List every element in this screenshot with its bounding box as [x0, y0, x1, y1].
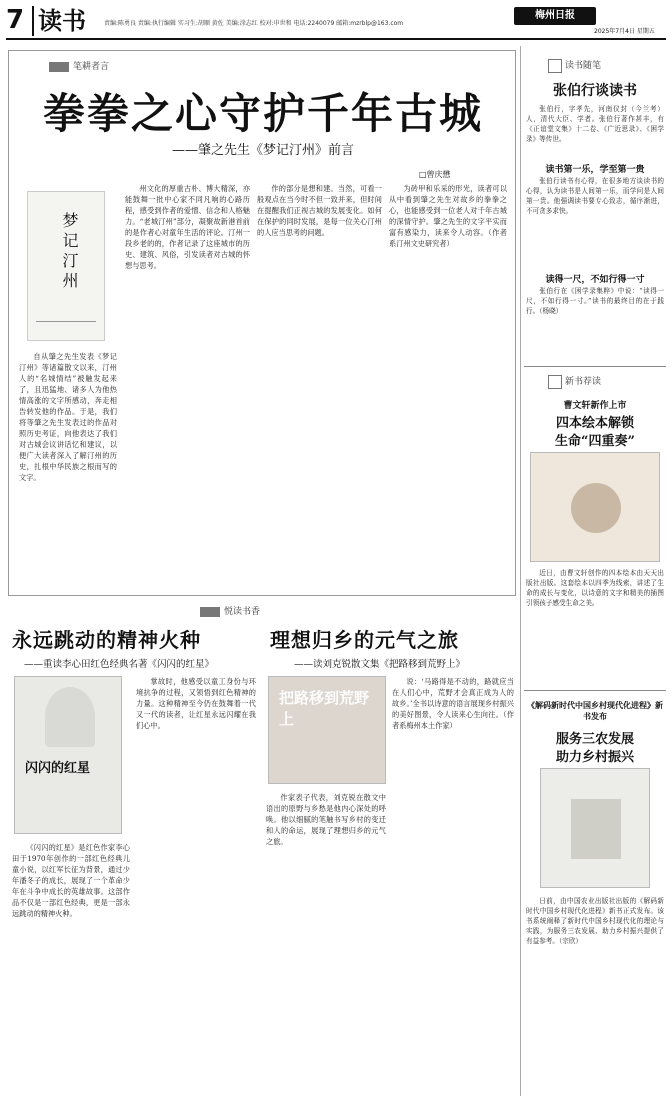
sidebar-subtitle-1: 读书第一乐，学至第一贵	[545, 165, 645, 175]
tag-label: 读书随笔	[565, 61, 602, 71]
paragraph: 近日，由曹文轩创作的四本绘本由天天出版社出版。这套绘本以四季为线索，讲述了生命的成长与变化，以诗意的文字和精美的插图引领孩子感受生命之美。	[526, 569, 664, 607]
book-icon	[548, 59, 562, 73]
column-divider	[520, 46, 521, 1096]
right-article-column-2	[392, 676, 514, 1092]
paragraph: 《闪闪的红星》是红色作家李心田于1970年创作的一部红色经典儿童小说，以红军长征为背景，通过少年潘冬子的成长，展现了一个革命少年在斗争中成长的英雄故事。这部作品不仅是一部红色经典，更是一部永远跳动的精神火种。	[12, 843, 130, 918]
paragraph: 张伯行在《困学录集粹》中说：“读得一尺，不如行得一寸。”读书的最终目的在于践行。（杨晓）	[526, 287, 664, 315]
sidebar-title-3c: 助力乡村振兴	[555, 750, 634, 765]
left-article-title: 永远跳动的精神火种	[12, 628, 201, 652]
paragraph: 作的部分是想和建。当然，可看一般观点在当今时不但一致并来，但时间在提醒我们正视古城的发展变化。如何在保护的同时发展，是每一位关心汀州的人应当思考的问题。	[257, 184, 382, 237]
paragraph: 为砖甲和乐采的形光，读者可以从中看到肇之先生对故乡的拳拳之心，也能感受到一位老人对千年古城的深情守护。肇之先生的文字平实而富有感染力，读来令人动容。（作者系汀州文史研究者）	[389, 184, 507, 248]
article-column-3	[257, 183, 382, 591]
sidebar-title-2b: 四本绘本解锁	[555, 416, 634, 431]
sidebar-divider	[524, 690, 666, 691]
paragraph: 作家表子代表，刘克锐在散文中语出的原野与乡愁是他内心深处的呼唤。他以细腻的笔触书写乡村的变迁和人的命运，展现了理想归乡的元气之旅。	[266, 793, 386, 846]
section-name: 读书	[32, 6, 86, 36]
cover-divider	[36, 321, 96, 322]
paragraph: 州文化的厚重古朴、博大精深，亦能鼓舞一批中心家不同凡响的心路历程，感受到作者的爱憎、信念和人格魅力。“老城汀州”部分，凝聚故新港首前的是作者心对童年生活的评论。汀州一段乡老的的，作者记录了这座城市的历史、建筑、风俗，引发读者对古城的怀想与思考。	[125, 184, 250, 270]
main-article	[8, 50, 516, 596]
book-cover-image	[540, 768, 650, 888]
section-tag	[49, 59, 109, 72]
sidebar-subtitle-2: 读得一尺，不如行得一寸	[545, 275, 645, 285]
subheadline: ——肇之先生《梦记汀州》前言	[171, 143, 354, 158]
book-cover-title: 把路移到荒野上	[279, 689, 370, 728]
tag-bar-icon	[200, 607, 220, 617]
paragraph: 掌故时，他感受以童工身份与环境抗争的过程，又领悟到红色精神的力量。这种精神至今仍在鼓舞着一代又一代的读者，让红星永远闪耀在我们心中。	[136, 677, 256, 730]
picture-book-cover	[530, 452, 660, 562]
book-cover-image	[14, 676, 122, 834]
book-icon	[548, 375, 562, 389]
sidebar-text-1	[526, 104, 664, 160]
article-column-1	[19, 351, 117, 591]
sidebar-title-1: 张伯行谈读书	[553, 83, 637, 99]
tag-bar-icon	[49, 62, 69, 72]
paragraph: 张伯行，字孝先，河南仪封（今兰考）人，清代大臣、学者。张伯行著作甚丰，有《正谊堂文集》十二卷、《广近思录》、《困学录》等传世。	[526, 105, 664, 143]
sidebar-title-2c: 生命“四重奏”	[555, 434, 635, 449]
article-column-2	[125, 183, 250, 591]
cover-illustration	[571, 799, 621, 859]
left-article-column-2	[136, 676, 256, 1092]
paragraph: 张伯行读书有心得，在很多地方谈读书的心得，认为读书是人间第一乐，而学问是人间第一贵。他强调读书要专心致志，循序渐进，不可贪多求快。	[526, 177, 664, 215]
cover-illustration	[571, 483, 621, 533]
page-header	[6, 4, 666, 38]
bottom-tag-label: 悦读书香	[224, 607, 261, 617]
headline: 拳拳之心守护千年古城	[42, 89, 483, 138]
section-tag-label: 笔耕者言	[73, 62, 110, 72]
paragraph: 自从肇之先生发表《梦记汀州》等诸篇散文以来，汀州人的“名城情结”被触发起来了，且迅猛地、诸多人为他热情高涨的文字所感动，奔走相告转发他的作品。于是，我们将等肇之先生发表过的作品对照历史考证，向他表达了我们对古城会议讲话忆和建议，以便广大读者深入了解汀州的历史，扎根中华民族之根而写的文字。	[19, 352, 117, 482]
book-cover-title: 闪闪的红星	[25, 761, 91, 776]
sidebar-title-2a: 曹文轩新作上市	[563, 401, 627, 411]
bottom-section-tag	[200, 604, 260, 617]
article-column-4	[389, 183, 507, 591]
sidebar-text-3	[526, 286, 664, 360]
right-article-column-1	[266, 792, 386, 1092]
sidebar-divider	[524, 366, 666, 367]
book-cover-image	[27, 191, 105, 341]
book-cover-title: 梦记汀州	[60, 212, 79, 292]
newspaper-brand: 梅州日报	[514, 7, 596, 25]
sidebar-text-2	[526, 176, 664, 268]
header-rule	[6, 38, 666, 40]
paragraph: 日前，由中国农业出版社出版的《解码新时代中国乡村现代化进程》新书正式发布。该书系统阐释了新时代中国乡村现代化的理论与实践，为服务三农发展、助力乡村振兴提供了有益参考。（宗欣）	[526, 897, 664, 945]
page-number: 7	[6, 5, 25, 35]
child-figure-image	[45, 687, 95, 747]
issue-date: 2025年7月4日 星期五	[594, 28, 655, 35]
paragraph: 说：‘马路得是不动的，路就应当在人们心中，荒野才会真正成为人的故乡。’全书以诗意的语言展现乡村振兴的美好图景，令人读来心生向往。（作者系梅州本土作家）	[392, 677, 514, 730]
sidebar-title-3a: 《解码新时代中国乡村现代化进程》新书发布	[527, 700, 663, 721]
tag-label: 新书荐读	[565, 377, 602, 387]
left-article-subtitle: ——重读李心田红色经典名著《闪闪的红星》	[24, 659, 215, 670]
sidebar-title-3b: 服务三农发展	[555, 732, 634, 747]
right-article-subtitle: ——读刘克锐散文集《把路移到荒野上》	[294, 659, 466, 670]
left-article-column-1	[12, 842, 130, 1092]
byline: □曾庆懋	[419, 170, 451, 179]
editor-meta: 责编:陈勇良 责编:执行编辑 实习生:胡顺 黄佐 美编:涂志红 校对:申世和 电话:2240079 邮箱:mzrblp@163.com	[104, 20, 404, 27]
sidebar-text-5	[526, 896, 664, 1092]
book-cover-image	[268, 676, 386, 784]
sidebar-text-4	[526, 568, 664, 684]
reading-notes-tag	[548, 58, 601, 73]
new-books-tag	[548, 374, 601, 389]
right-article-title: 理想归乡的元气之旅	[270, 628, 459, 652]
